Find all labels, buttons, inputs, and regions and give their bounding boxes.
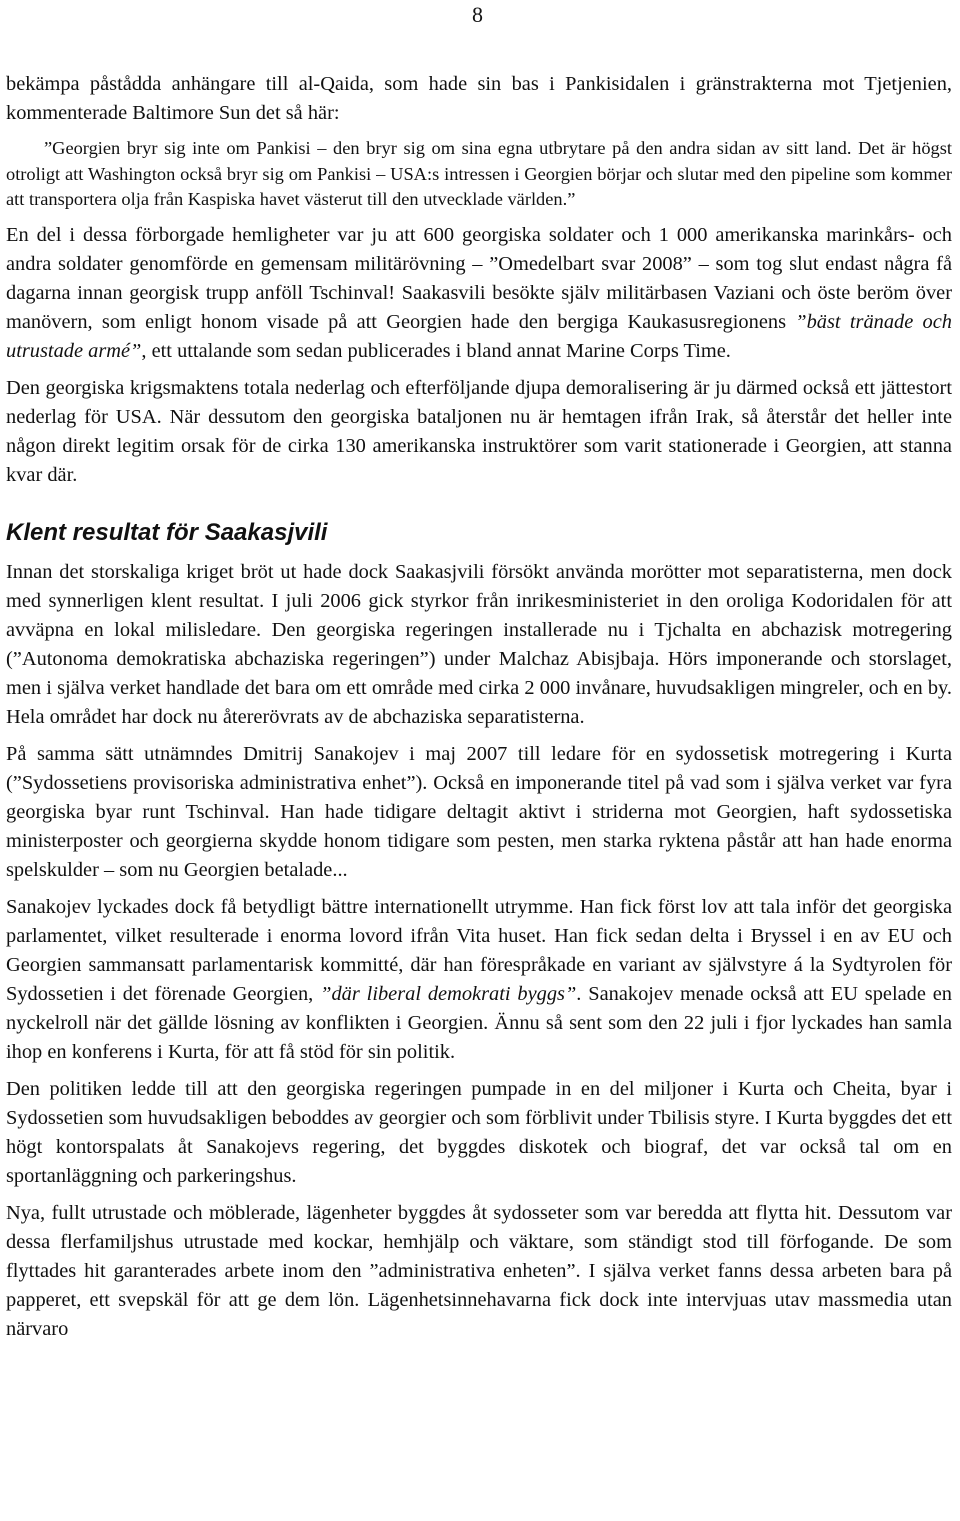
page-number: 8 — [472, 2, 483, 27]
quote-italic: ”bäst tränade och utrustade armé” — [6, 310, 952, 362]
paragraph-text: . Sanakojev menade också att EU spelade en nyckelroll när det gällde lösning av konflikten i Georgien. Ännu så sent som den 22 juli i fjor lyckades han samla ihop en konferens i Kurta, för att få stöd för sin politik. — [6, 982, 953, 1063]
paragraph-apartments: Nya, fullt utrustade och möblerade, lägenheter byggdes åt sydosseter som var beredda att flytta hit. Dessutom var dessa flerfamiljshus utrustade med kockar, hemhjälp och väktare, som ständigt stod till förfogande. De som flyttades hit garanterades arbete inom den ”administrativa enheten”. I själva verket fanns dessa arbeten bara på papperet, ett svepskäl för att ge dem lön. Lägenhetsinnehavarna fick dock inte intervjuas utav massmedia utan närvaro — [6, 1201, 952, 1340]
paragraph-military-exercise — [6, 221, 952, 366]
paragraph-international — [6, 893, 952, 1067]
paragraph-defeat: Den georgiska krigsmaktens totala nederlag och efterföljande djupa demoralisering är ju därmed också ett jättestort nederlag för USA. När dessutom den georgiska bataljonen nu är hemtagen ifrån Irak, så återstår det heller inte någon direkt legitim orsak för de cirka 130 amerikanska instruktörer som varit stationerade i Georgien, att stanna kvar där. — [6, 376, 952, 486]
paragraph-text: Sanakojev lyckades dock få betydligt bättre internationellt utrymme. Han fick först lov att tala inför det georgiska parlamentet, vilket resulterade i enorma lovord ifrån Vita huset. Han fick sedan delta i Bryssel i en av EU och Georgien sammansatt parlamentarisk kommitté, där han förespråkade en variant av självstyre á la Sydtyrolen för Sydossetien i det förenade Georgien, — [6, 895, 952, 1005]
quote-italic: ”där liberal demokrati byggs” — [320, 982, 577, 1005]
intro-paragraph: bekämpa påstådda anhängare till al-Qaida, som hade sin bas i Pankisidalen i gränstrakterna mot Tjetjenien, kommenterade Baltimore Sun det så här: — [6, 73, 952, 124]
block-quote: ”Georgien bryr sig inte om Pankisi – den bryr sig om sina egna utbrytare på den andra sidan av sitt land. Det är högst otroligt att Washington också bryr sig om Pankisi – USA:s intressen i Georgien börjar och slutar med den pipeline som kommer att transportera olja från Kaspiska havet västerut till den utvecklade världen.” — [6, 138, 952, 209]
paragraph-kodori: Innan det storskaliga kriget bröt ut hade dock Saakasjvili försökt använda morötter mot separatisterna, men dock med synnerligen klent resultat. I juli 2006 gick styrkor från inrikesministeriet in den oroliga Kodoridalen för att avväpna en lokal milisledare. Den georgiska regeringen installerade nu i Tjchalta en abchazisk motregering (”Autonoma demokratiska abchaziska regeringen”) under Malchaz Abisjbaja. Hörs imponerande och storslaget, men i själva verket handlade det bara om ett område med cirka 2 000 invånare, huvudsakligen mingreler, och en by. Hela området har dock nu återerövrats av de abchaziska separatisterna. — [6, 560, 952, 728]
paragraph-kurta: Den politiken ledde till att den georgiska regeringen pumpade in en del miljoner i Kurta och Cheita, byar i Sydossetien som huvudsakligen beboddes av georgier och som förblivit under Tbilisis styre. I Kurta byggdes det ett högt kontorspalats åt Sanakojevs regering, det byggdes diskotek och biograf, det var också tal om en sportanläggning och parkeringshus. — [6, 1077, 952, 1187]
paragraph-text: , ett uttalande som sedan publicerades i bland annat Marine Corps Time. — [141, 339, 731, 362]
section-heading: Klent resultat för Saakasjvili — [6, 518, 328, 546]
paragraph-text: En del i dessa förborgade hemligheter var ju att 600 georgiska soldater och 1 000 amerikanska marinkårs- och andra soldater genomförde en gemensam militärövning – ”Omedelbart svar 2008” – som tog slut endast några få dagarna innan georgisk trupp anföll Tschinval! Saakasvili besökte själv militärbasen Vaziani och öste beröm över manövern, som enligt honom visade på att Georgien hade den bergiga Kaukasusregionens — [6, 223, 952, 333]
paragraph-sanakojev: På samma sätt utnämndes Dmitrij Sanakojev i maj 2007 till ledare för en sydossetisk motregering i Kurta (”Sydossetiens provisoriska administrativa enhet”). Också en imponerande titel på vad som i själva verket var fyra georgiska byar runt Tschinval. Han hade tidigare deltagit aktivt i striderna mot Georgien, haft sydossetiska ministerposter och georgierna skydde honom tidigare som pesten, men starka ryktena påstår att han hade enorma spelskulder – som nu Georgien betalade... — [6, 742, 952, 881]
document-body — [6, 70, 952, 1352]
